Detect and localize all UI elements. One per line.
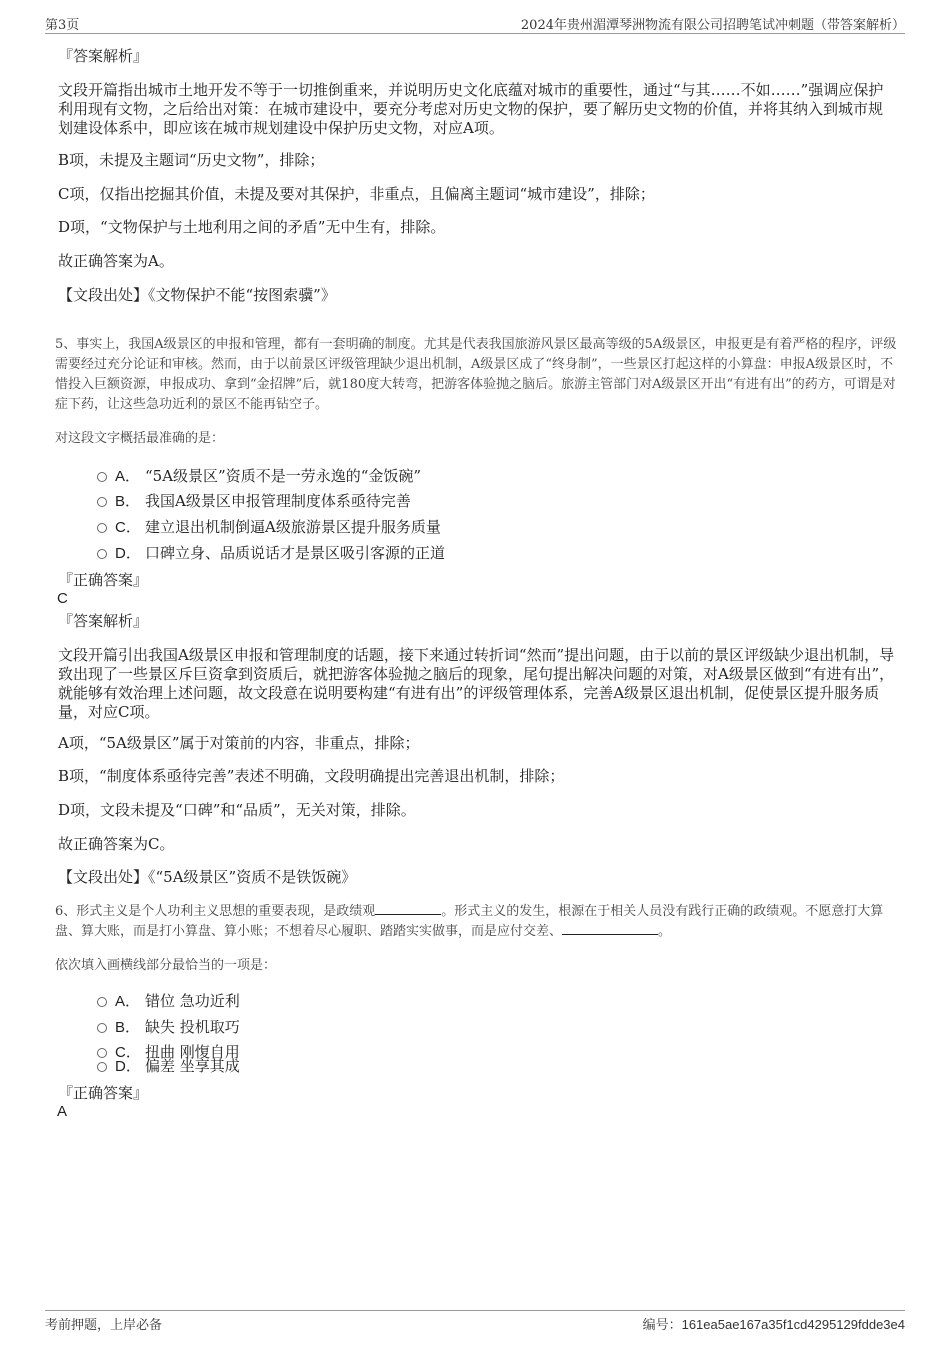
header-divider (45, 33, 905, 34)
radio-icon[interactable] (97, 549, 107, 559)
document-title: 2024年贵州湄潭琴洲物流有限公司招聘笔试冲刺题（带答案解析） (520, 18, 905, 33)
q4-analysis-option-b: B项，未提及主题词“历史文物”，排除； (58, 151, 325, 169)
q5-stem: 5、事实上，我国A级景区的申报和管理，都有一套明确的制度。尤其是代表我国旅游风景区最高等级的5A级景区，申报更是有着严格的程序，评级需要经过充分论证和审核。然而，由于以前景区评级管理缺少退出机制，A级景区成了“终身制”，一些景区打起这样的小算盘：申报A级景区时，不惜投入巨额资源，申报成功、拿到“金招牌”后，就180度大转弯，把游客体验抛之脑后。旅游主管部门对A级景区开出“有进有出”的药方，可谓是对症下药，让这些急功近利的景区不能再钻空子。 (55, 337, 897, 412)
q4-source: 【文段出处】《文物保护不能“按图索骥”》 (58, 286, 336, 304)
document-code (643, 1314, 905, 1333)
q6-answer: A (57, 1103, 68, 1120)
q5-answer-heading: 『正确答案』 (58, 571, 149, 589)
q5-conclusion: 故正确答案为C。 (58, 835, 175, 853)
q5-option-c[interactable]: C． 建立退出机制倒逼A级旅游景区提升服务质量 (97, 518, 441, 537)
radio-icon[interactable] (97, 997, 107, 1007)
fill-blank-1[interactable] (375, 903, 441, 915)
fill-blank-2[interactable] (562, 923, 658, 935)
q5-answer: C (57, 590, 68, 607)
q4-analysis-heading: 『答案解析』 (58, 47, 149, 65)
q5-analysis-heading: 『答案解析』 (58, 612, 149, 630)
q4-analysis-option-c: C项，仅指出挖掘其价值，未提及要对其保护，非重点，且偏离主题词“城市建设”，排除； (58, 185, 655, 203)
q5-option-b[interactable]: B． 我国A级景区申报管理制度体系亟待完善 (97, 492, 411, 511)
q5-prompt: 对这段文字概括最准确的是： (55, 431, 225, 446)
q6-option-a[interactable]: A． 错位 急功近利 (97, 992, 240, 1011)
footer-divider (45, 1310, 905, 1311)
q4-conclusion: 故正确答案为A。 (58, 252, 174, 270)
radio-icon[interactable] (97, 523, 107, 533)
q5-source: 【文段出处】《“5A级景区”资质不是铁饭碗》 (58, 868, 357, 886)
q4-analysis-option-d: D项，“文物保护与土地利用之间的矛盾”无中生有，排除。 (58, 218, 446, 236)
q5-analysis-paragraph: 文段开篇引出我国A级景区申报和管理制度的话题，接下来通过转折词“然而”提出问题，由于以前的景区评级缺少退出机制，导致出现了一些景区斥巨资拿到资质后，就把游客体验抛之脑后的现象，尾句提出解决问题的对策，对A级景区做到“有进有出”，就能够有效治理上述问题，故文段意在说明要构建“有进有出”的评级管理体系，完善A级景区退出机制，促使景区提升服务质量，对应C项。 (58, 646, 895, 721)
q5-analysis-option-b: B项，“制度体系亟待完善”表述不明确，文段明确提出完善退出机制，排除； (58, 767, 565, 785)
q5-analysis-option-a: A项，“5A级景区”属于对策前的内容，非重点，排除； (58, 734, 420, 752)
radio-icon[interactable] (97, 1062, 107, 1072)
q6-option-b[interactable]: B． 缺失 投机取巧 (97, 1018, 240, 1037)
q6-stem: 6、形式主义是个人功利主义思想的重要表现，是政绩观 。形式主义的发生，根源在于相关人员没有践行正确的政绩观。不愿意打大算盘、算大账，而是打小算盘、算小账；不想着尽心履职、踏踏实实做事，而是应付交差、 。 (55, 904, 884, 939)
q4-analysis-paragraph: 文段开篇指出城市土地开发不等于一切推倒重来，并说明历史文化底蕴对城市的重要性，通过“与其……不如……”强调应保护利用现有文物，之后给出对策：在城市建设中，要充分考虑对历史文物的保护，要了解历史文物的价值，并将其纳入到城市规划建设体系中，即应该在城市规划建设中保护历史文物，对应A项。 (58, 81, 884, 137)
q5-analysis-option-d: D项，文段未提及“口碑”和“品质”，无关对策，排除。 (58, 801, 416, 819)
footer-slogan: 考前押题，上岸必备 (45, 1318, 163, 1333)
radio-icon[interactable] (97, 1023, 107, 1033)
radio-icon[interactable] (97, 472, 107, 482)
q6-answer-heading: 『正确答案』 (58, 1084, 149, 1102)
page-footer (45, 1314, 905, 1334)
q6-option-c[interactable]: C． 扭曲 刚愎自用 (97, 1043, 240, 1062)
q6-prompt: 依次填入画横线部分最恰当的一项是： (55, 958, 277, 973)
q5-option-d[interactable]: D． 口碑立身、品质说话才是景区吸引客源的正道 (97, 544, 445, 563)
page-number: 第3页 (45, 18, 80, 33)
q5-option-a[interactable]: A． “5A级景区”资质不是一劳永逸的“金饭碗” (97, 467, 421, 486)
radio-icon[interactable] (97, 497, 107, 507)
page-header (45, 14, 905, 34)
document-code-label: 编号： (642, 1318, 682, 1333)
document-code-value: 161ea5ae167a35f1cd4295129fdde3e4 (681, 1317, 905, 1332)
q6-option-d[interactable]: D． 偏差 坐享其成 (97, 1057, 240, 1076)
